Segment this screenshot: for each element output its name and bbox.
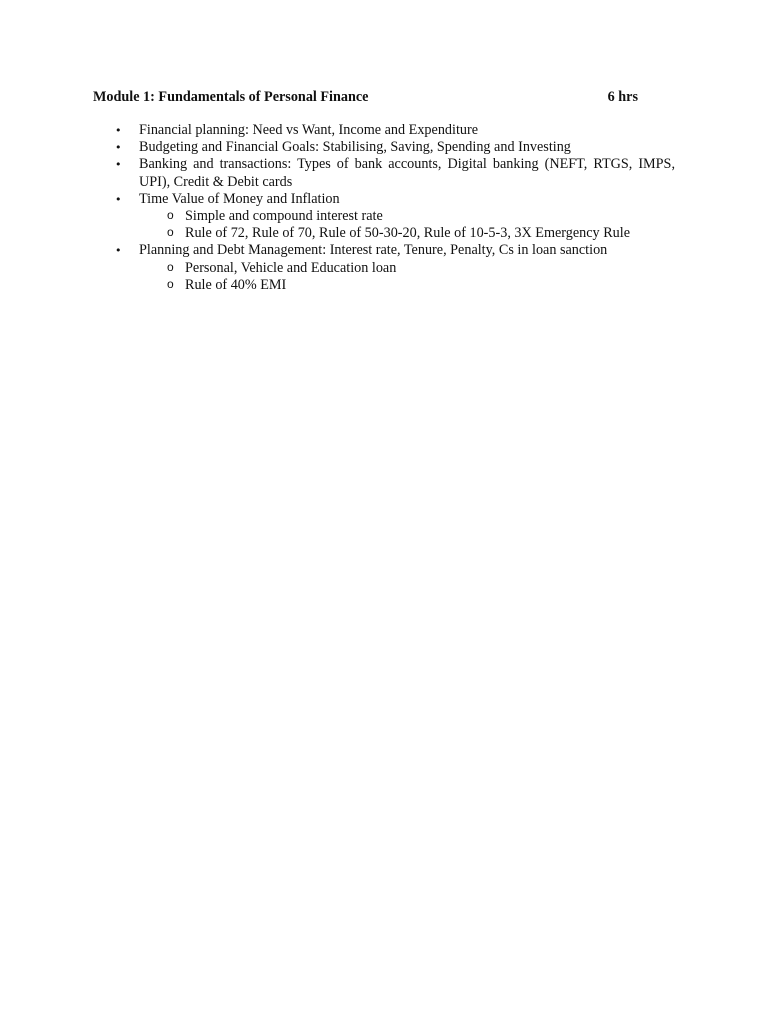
subtopic-item xyxy=(139,277,675,294)
bullet-icon: • xyxy=(115,124,122,137)
topic-text: Banking and transactions: Types of bank accounts, Digital banking (NEFT, RTGS, IMPS, UPI), Credit & Debit cards xyxy=(139,156,675,190)
subtopic-text: Personal, Vehicle and Education loan xyxy=(185,259,397,276)
topic-item xyxy=(93,156,675,190)
sub-bullet-icon: o xyxy=(167,276,174,291)
bullet-icon: • xyxy=(115,141,122,155)
bullet-icon: • xyxy=(115,192,122,206)
topic-content xyxy=(93,122,675,294)
sub-bullet-icon: o xyxy=(167,208,174,223)
module-hours: 6 hrs xyxy=(607,89,638,105)
subtopic-text: Simple and compound interest rate xyxy=(185,208,383,225)
topic-item xyxy=(93,122,675,139)
topic-text: Planning and Debt Management: Interest rate, Tenure, Penalty, Cs in loan sanction xyxy=(139,242,608,259)
subtopic-item xyxy=(139,260,675,277)
subtopic-text: Rule of 40% EMI xyxy=(185,276,287,293)
subtopic-item xyxy=(139,225,675,242)
topic-text: Time Value of Money and Inflation xyxy=(139,190,340,207)
bullet-icon: • xyxy=(115,244,122,258)
topic-text: Financial planning: Need vs Want, Income and Expenditure xyxy=(139,122,479,138)
sub-bullet-icon: o xyxy=(167,259,174,274)
subtopic-item xyxy=(139,208,675,225)
module-header xyxy=(93,87,638,107)
subtopic-list xyxy=(139,260,675,294)
topic-list xyxy=(93,122,675,294)
module-title: Module 1: Fundamentals of Personal Finance xyxy=(93,89,369,105)
subtopic-list xyxy=(139,208,675,242)
topic-item xyxy=(93,191,675,243)
bullet-icon: • xyxy=(115,158,122,172)
topic-text: Budgeting and Financial Goals: Stabilising, Saving, Spending and Investing xyxy=(139,139,571,156)
sub-bullet-icon: o xyxy=(167,225,174,240)
subtopic-text: Rule of 72, Rule of 70, Rule of 50-30-20, Rule of 10-5-3, 3X Emergency Rule xyxy=(185,225,630,242)
topic-item xyxy=(93,242,675,294)
topic-item xyxy=(93,139,675,156)
